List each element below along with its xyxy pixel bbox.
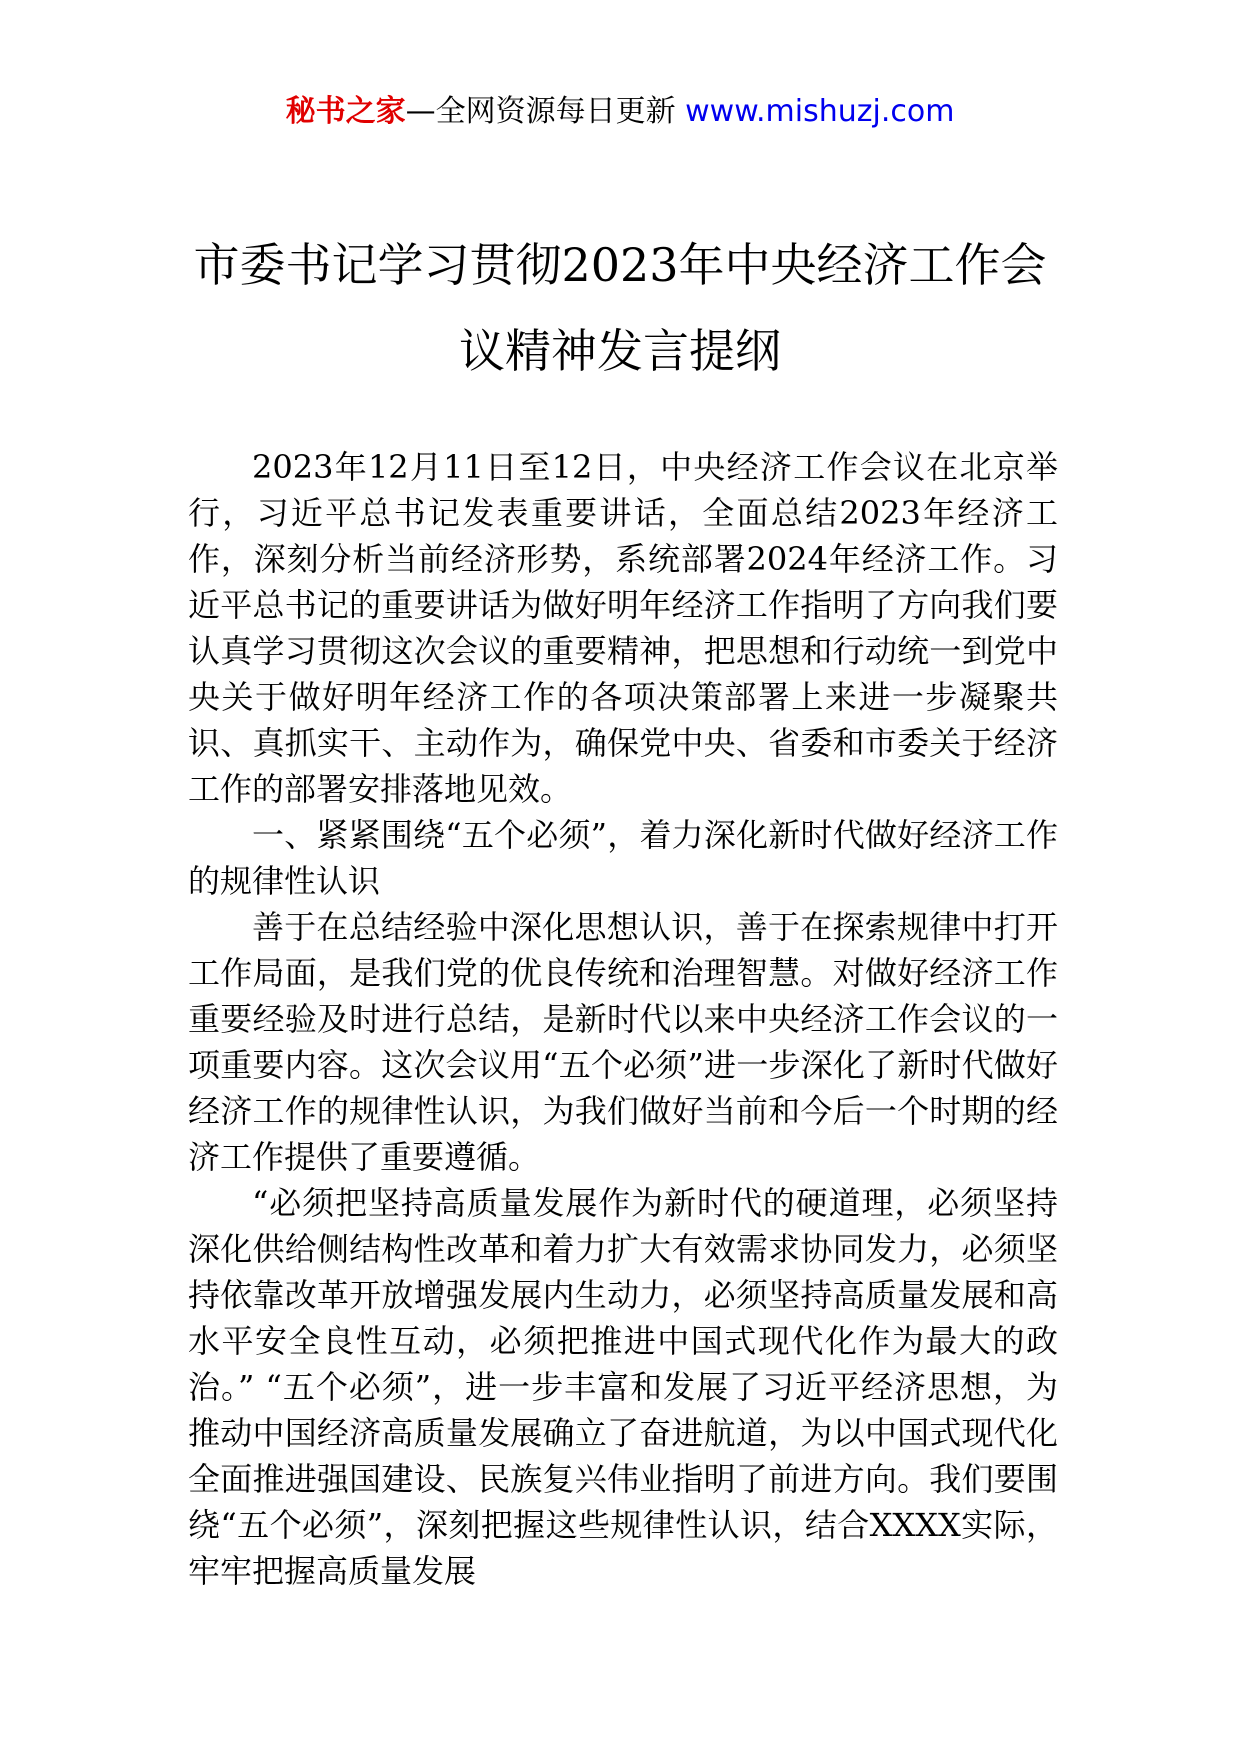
site-url-link[interactable]: www.mishuzj.com [685, 94, 955, 129]
title-line-2: 议精神发言提纲 [459, 324, 781, 378]
section-heading-1: 一、紧紧围绕“五个必须”，着力深化新时代做好经济工作的规律性认识 [188, 816, 1058, 900]
document-title [0, 222, 1240, 394]
site-brand: 秘书之家 [285, 94, 406, 129]
document-body [188, 444, 1058, 1594]
site-header [0, 92, 1240, 132]
paragraph-section-1: 善于在总结经验中深化思想认识，善于在探索规律中打开工作局面，是我们党的优良传统和治理智慧。对做好经济工作重要经验及时进行总结，是新时代以来中央经济工作会议的一项重要内容。这次会议用“五个必须”进一步深化了新时代做好经济工作的规律性认识，为我们做好当前和今后一个时期的经济工作提供了重要遵循。 [188, 908, 1058, 1176]
paragraph-intro: 2023年12月11日至12日，中央经济工作会议在北京举行，习近平总书记发表重要讲话，全面总结2023年经济工作，深刻分析当前经济形势，系统部署2024年经济工作。习近平总书记的重要讲话为做好明年经济工作指明了方向我们要认真学习贯彻这次会议的重要精神，把思想和行动统一到党中央关于做好明年经济工作的各项决策部署上来进一步凝聚共识、真抓实干、主动作为，确保党中央、省委和市委关于经济工作的部署安排落地见效。 [188, 448, 1058, 808]
title-line-1: 市委书记学习贯彻2023年中央经济工作会 [193, 238, 1047, 292]
site-slogan: —全网资源每日更新 [405, 94, 686, 129]
paragraph-quote: “必须把坚持高质量发展作为新时代的硬道理，必须坚持深化供给侧结构性改革和着力扩大有效需求协同发力，必须坚持依靠改革开放增强发展内生动力，必须坚持高质量发展和高水平安全良性互动，必须把推进中国式现代化作为最大的政治。” “五个必须”，进一步丰富和发展了习近平经济思想，为推动中国经济高质量发展确立了奋进航道，为以中国式现代化全面推进强国建设、民族复兴伟业指明了前进方向。我们要围绕“五个必须”，深刻把握这些规律性认识，结合XXXX实际，牢牢把握高质量发展 [188, 1184, 1058, 1590]
